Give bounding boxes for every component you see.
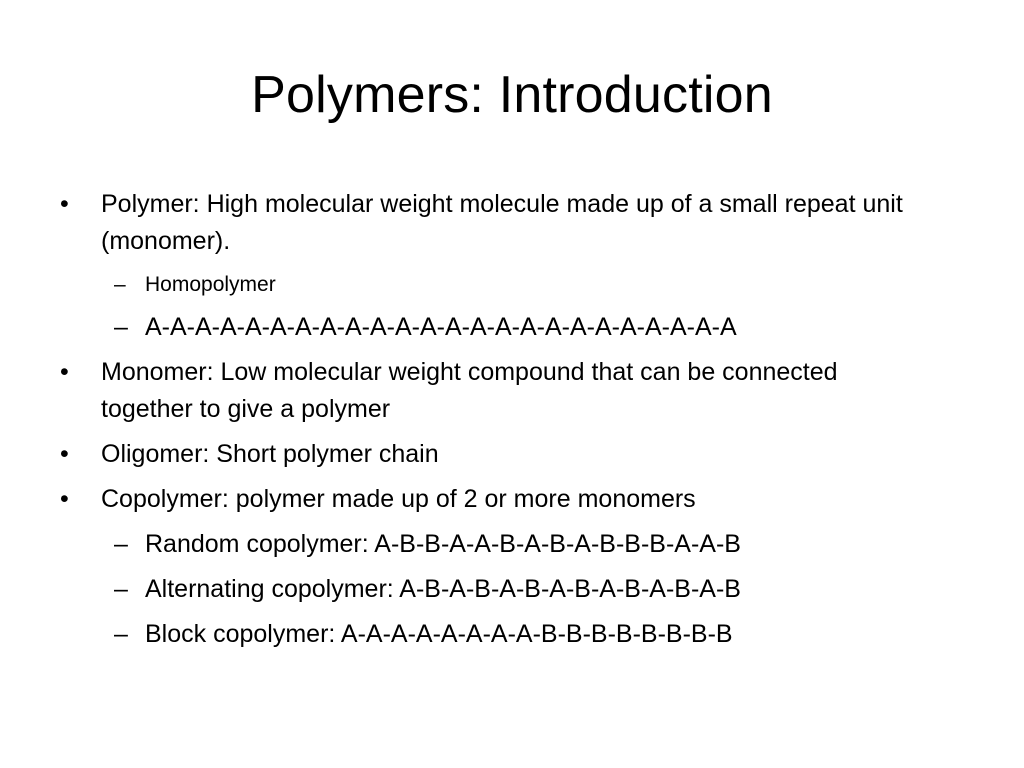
dash-marker: –: [114, 530, 128, 558]
bullet-text: Monomer: Low molecular weight compound that can be connected together to give a polymer: [101, 358, 838, 423]
sub-bullet-text: A-A-A-A-A-A-A-A-A-A-A-A-A-A-A-A-A-A-A-A-A-A-A-A: [145, 313, 737, 341]
sub-bullet-text: Block copolymer: A-A-A-A-A-A-A-A-B-B-B-B-B-B-B-B: [145, 620, 733, 648]
bullet-marker: •: [60, 358, 69, 386]
sub-bullet-text: Alternating copolymer: A-B-A-B-A-B-A-B-A-B-A-B-A-B: [145, 575, 741, 603]
sub-bullet-text: Random copolymer: A-B-B-A-A-B-A-B-A-B-B-B-A-A-B: [145, 530, 741, 558]
bullet-item-polymer: [56, 186, 916, 260]
sub-bullet-item-alternating-copolymer: [56, 571, 916, 608]
bullet-text: Polymer: High molecular weight molecule made up of a small repeat unit (monomer).: [101, 190, 903, 255]
bullet-item-oligomer: [56, 436, 916, 473]
bullet-marker: •: [60, 485, 69, 513]
dash-marker: –: [114, 575, 128, 603]
bullet-marker: •: [60, 440, 69, 468]
dash-marker: –: [114, 273, 126, 296]
sub-bullet-item-homopolymer: [56, 268, 916, 301]
bullet-text: Oligomer: Short polymer chain: [101, 440, 439, 468]
slide-title: Polymers: Introduction: [251, 66, 773, 124]
dash-marker: –: [114, 620, 128, 648]
dash-marker: –: [114, 313, 128, 341]
bullet-marker: •: [60, 190, 69, 218]
sub-bullet-text: Homopolymer: [145, 273, 276, 296]
bullet-item-copolymer: [56, 481, 916, 518]
sub-bullet-item-block-copolymer: [56, 616, 916, 653]
sub-bullet-item-random-copolymer: [56, 526, 916, 563]
sub-bullet-item-homopolymer-chain: [56, 309, 916, 346]
bullet-item-monomer: [56, 354, 916, 428]
bullet-text: Copolymer: polymer made up of 2 or more monomers: [101, 485, 696, 513]
bullet-list: [56, 186, 916, 653]
